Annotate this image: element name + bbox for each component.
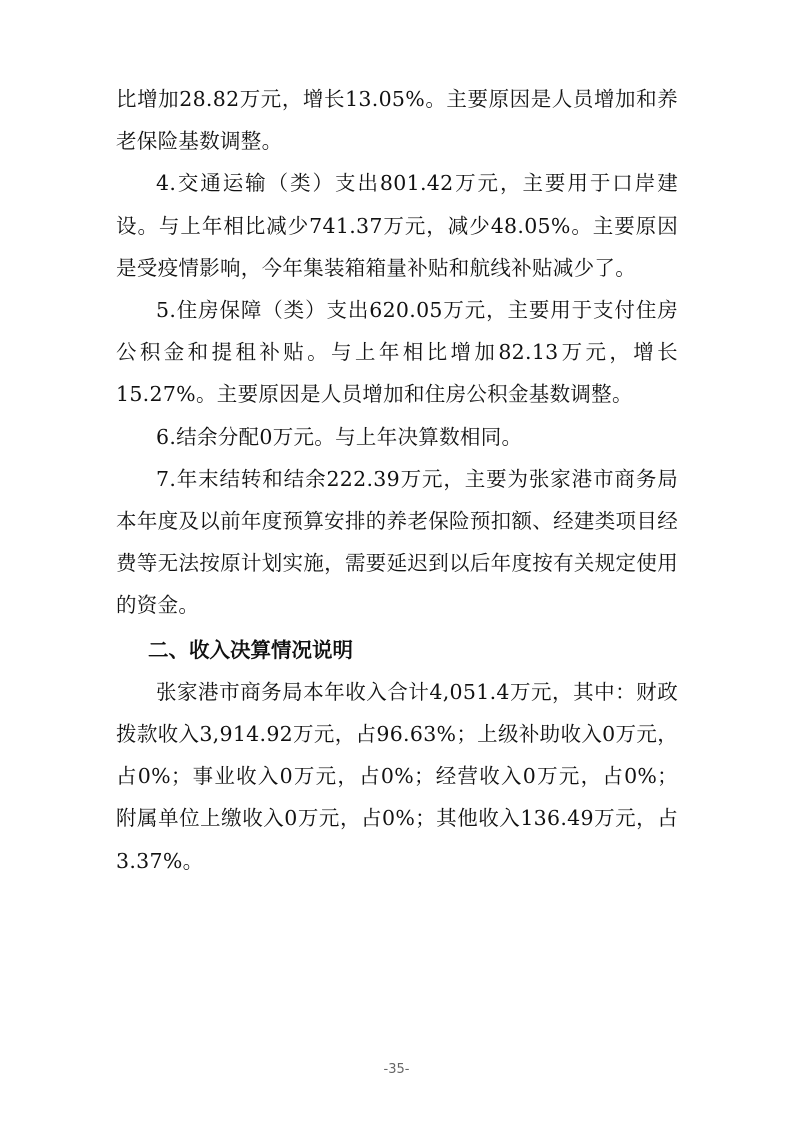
paragraph-surplus-distribution: 6.结余分配0万元。与上年决算数相同。 [156, 424, 523, 449]
paragraph-continuation: 比增加28.82万元，增长13.05%。主要原因是人员增加和养老保险基数调整。 [116, 87, 678, 154]
page-number: -35- [383, 1062, 410, 1077]
paragraph-transport-expense: 4.交通运输（类）支出801.42万元，主要用于口岸建设。与上年相比减少741.37万元，减少48.05%。主要原因是受疫情影响，今年集装箱箱量补贴和航线补贴减少了。 [116, 171, 678, 280]
paragraph-income-summary: 张家港市商务局本年收入合计4,051.4万元，其中：财政拨款收入3,914.92万元，占96.63%；上级补助收入0万元，占0%；事业收入0万元，占0%；经营收入0万元，占0%；附属单位上缴收入0万元，占0%；其他收入136.49万元，占3.37%。 [116, 679, 678, 873]
paragraph-housing-expense: 5.住房保障（类）支出620.05万元，主要用于支付住房公积金和提租补贴。与上年相比增加82.13万元，增长15.27%。主要原因是人员增加和住房公积金基数调整。 [116, 298, 678, 407]
paragraph-year-end-balance: 7.年末结转和结余222.39万元，主要为张家港市商务局本年度及以前年度预算安排的养老保险预扣额、经建类项目经费等无法按原计划实施，需要延迟到以后年度按有关规定使用的资金。 [116, 466, 678, 618]
section-heading: 二、收入决算情况说明 [148, 637, 353, 662]
document-body [116, 78, 678, 882]
